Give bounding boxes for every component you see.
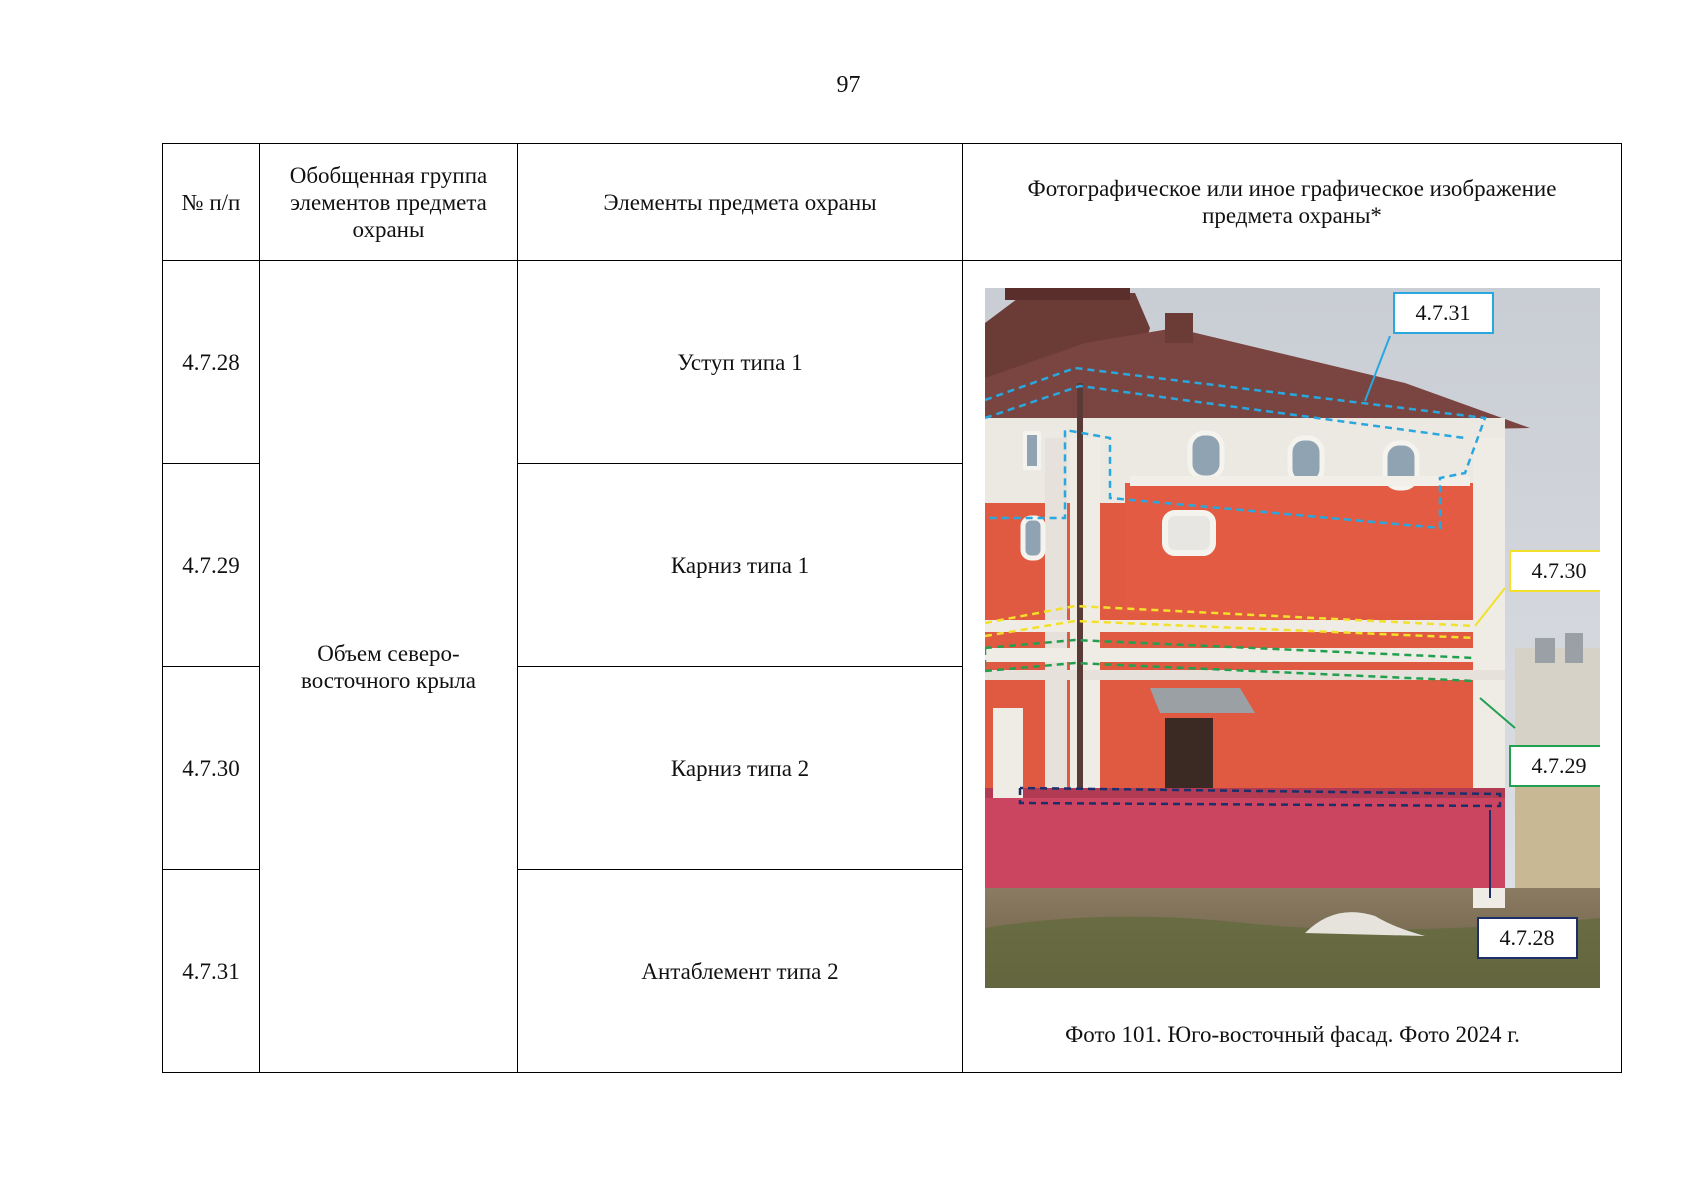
svg-text:4.7.29: 4.7.29 (1531, 753, 1587, 778)
label-4-7-30 (1510, 551, 1600, 591)
svg-text:4.7.31: 4.7.31 (1415, 300, 1471, 325)
facade-photo (985, 288, 1600, 988)
header-image: Фотографическое или иное графическое изображение предмета охраны* (963, 144, 1622, 261)
row-number: 4.7.29 (163, 464, 260, 667)
row-element: Карниз типа 2 (518, 667, 963, 870)
table-row (163, 261, 1622, 464)
page-number: 97 (836, 72, 861, 98)
row-element: Уступ типа 1 (518, 261, 963, 464)
label-4-7-28 (1478, 918, 1577, 958)
row-number: 4.7.28 (163, 261, 260, 464)
label-4-7-31 (1394, 293, 1493, 333)
header-group: Обобщенная группа элементов предмета охраны (260, 144, 518, 261)
photo-cell (963, 261, 1622, 1073)
row-element: Карниз типа 1 (518, 464, 963, 667)
header-elements: Элементы предмета охраны (518, 144, 963, 261)
group-cell: Объем северо-восточного крыла (260, 261, 518, 1073)
row-element: Антаблемент типа 2 (518, 870, 963, 1073)
protection-table (162, 143, 1622, 1073)
table-header-row (163, 144, 1622, 261)
row-number: 4.7.31 (163, 870, 260, 1073)
row-number: 4.7.30 (163, 667, 260, 870)
header-number: № п/п (163, 144, 260, 261)
photo-caption: Фото 101. Юго-восточный фасад. Фото 2024 г. (1065, 1022, 1520, 1047)
label-4-7-29 (1510, 746, 1600, 786)
svg-text:4.7.30: 4.7.30 (1531, 558, 1587, 583)
svg-text:4.7.28: 4.7.28 (1499, 925, 1555, 950)
